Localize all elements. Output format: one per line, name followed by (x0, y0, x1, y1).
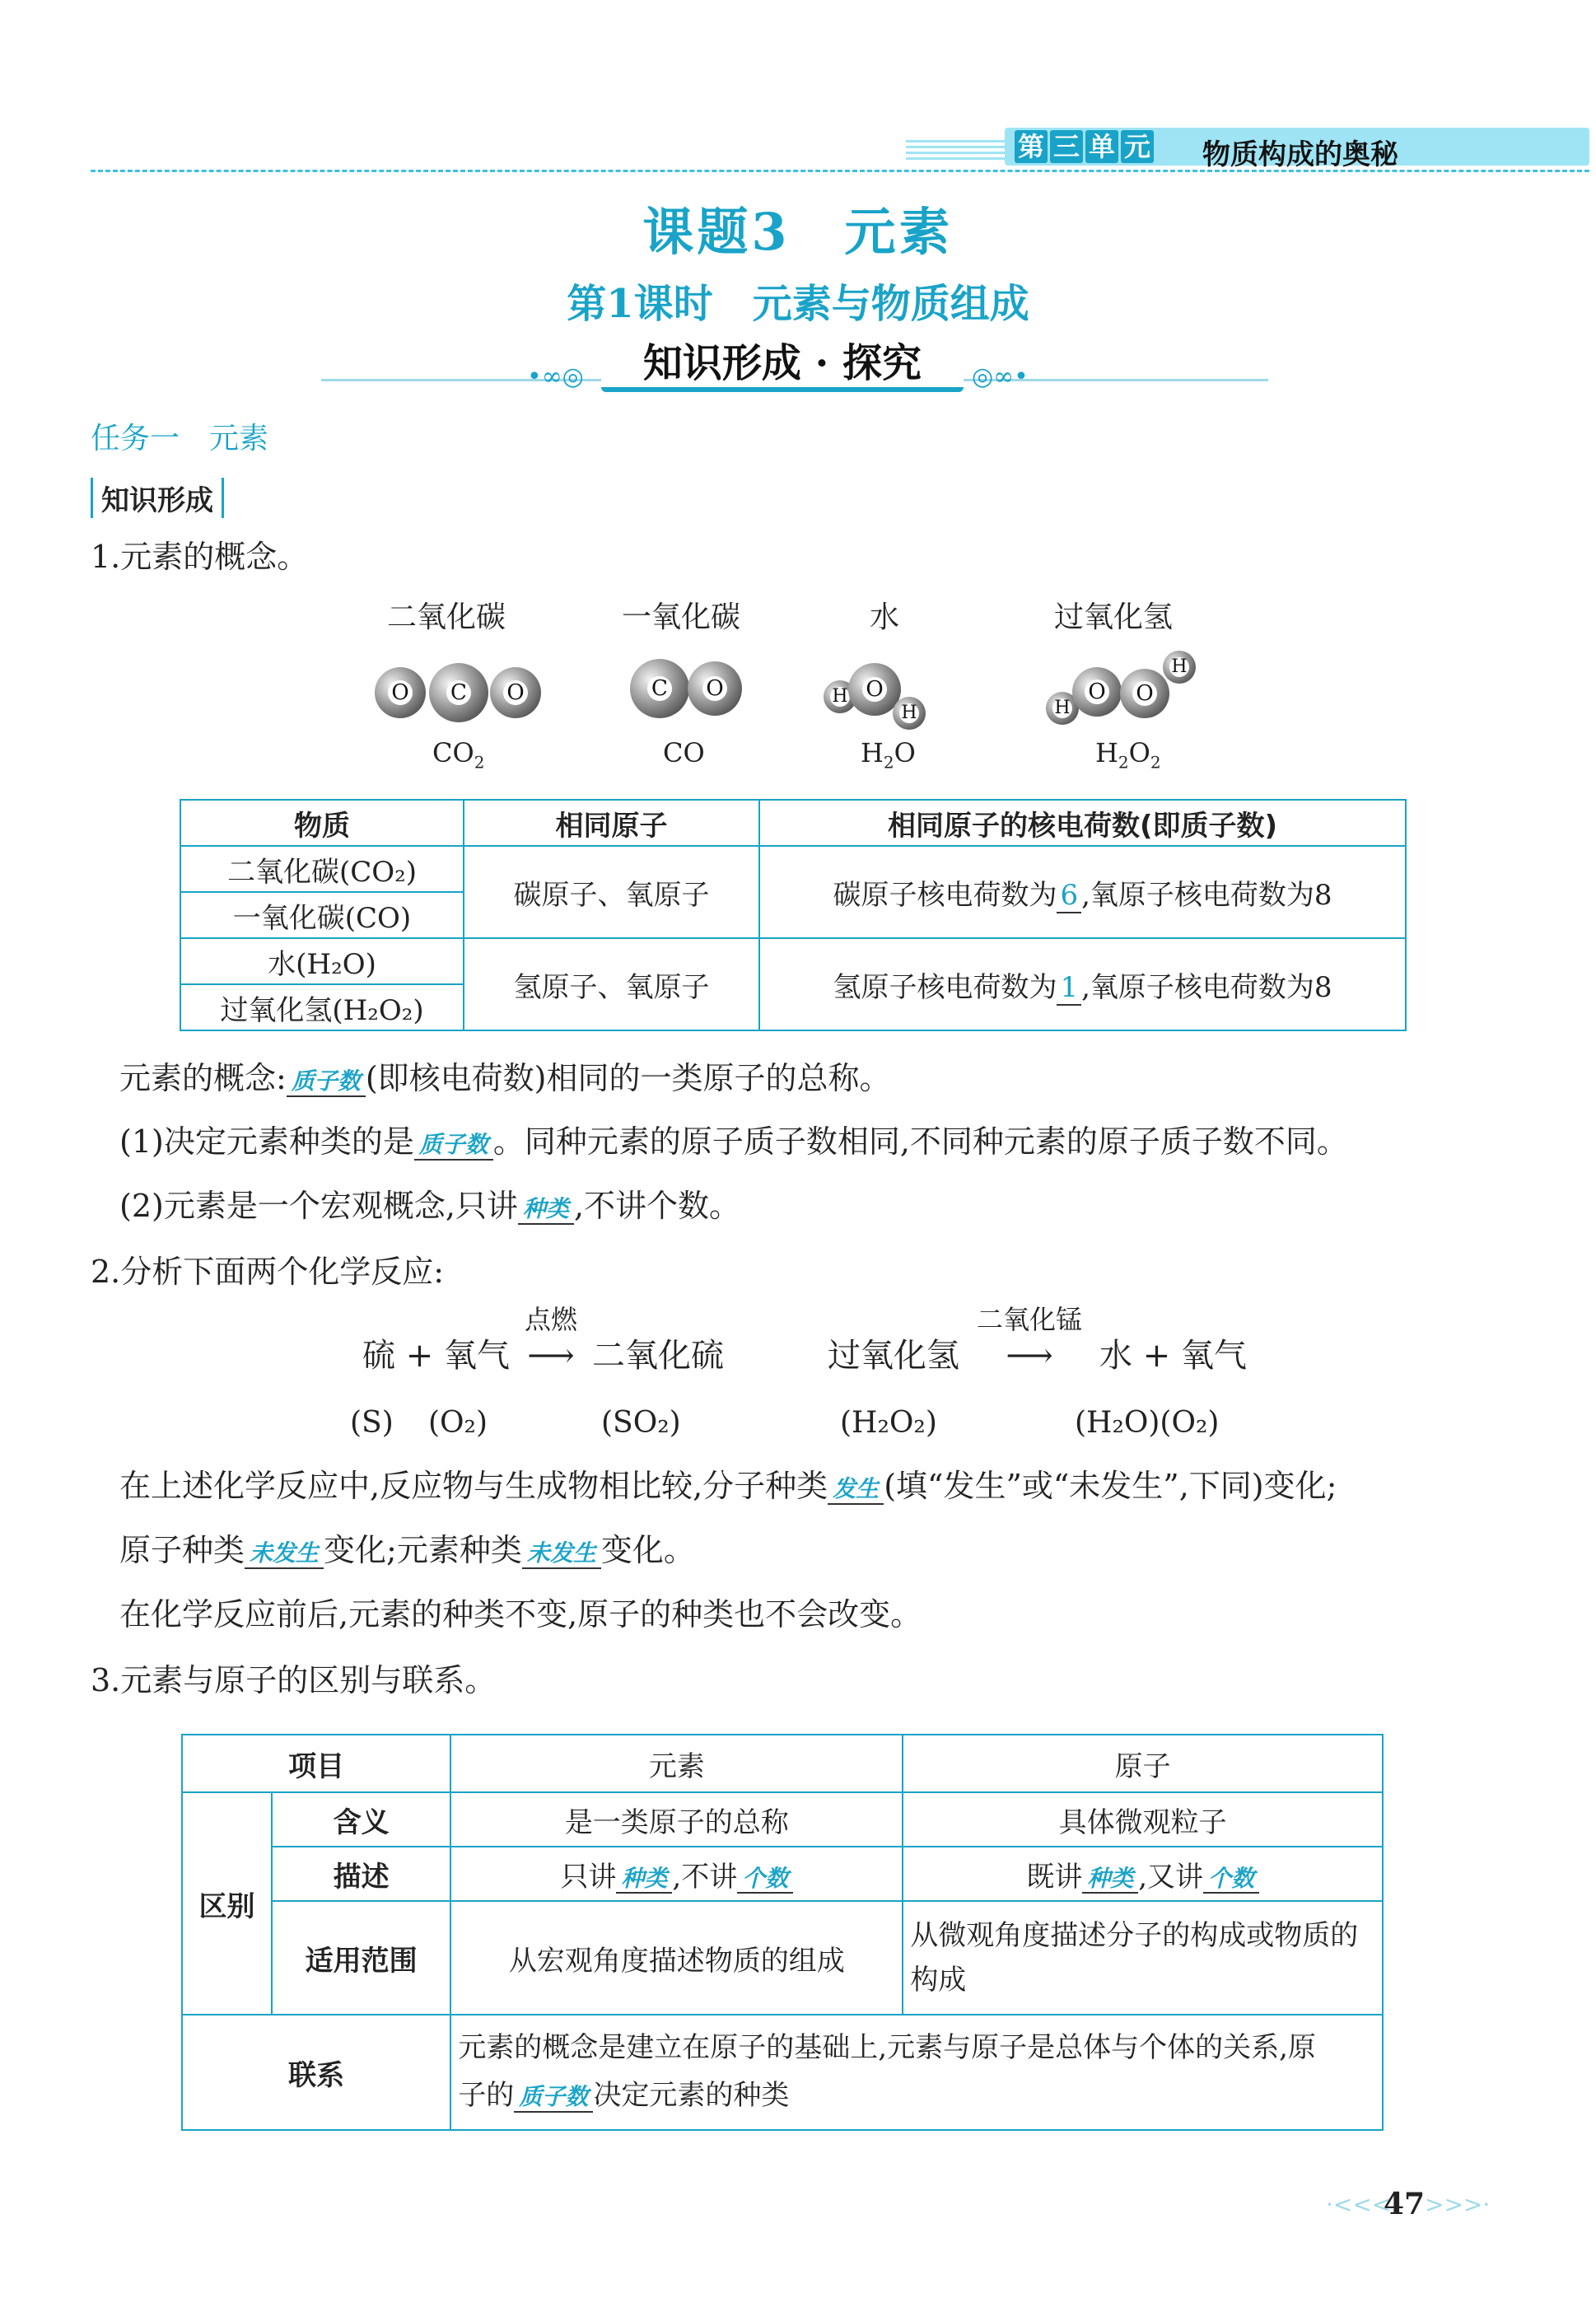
answer-blank: 发生 (828, 1475, 884, 1505)
molecule-name: 一氧化碳 (622, 600, 741, 634)
table-cell: 既讲 种类 ,又讲 个数 (903, 1847, 1383, 1901)
element-atom-table (181, 1734, 1384, 2131)
formula-h2o: $H_2O$ (861, 737, 916, 773)
co-model-icon: C O (630, 659, 745, 721)
section-label: 知识形成 (91, 478, 224, 518)
section-banner: 知识形成 · 探究 (601, 339, 964, 392)
answer-blank: 1 (1057, 971, 1081, 1006)
table-cell: 元素的概念是建立在原子的基础上,元素与原子是总体与个体的关系,原 子的 质子数 决定元素的种类 (450, 2015, 1383, 2130)
point-2: (2)元素是一个宏观概念,只讲 种类 ,不讲个数。 (119, 1188, 741, 1224)
unit-char: 单 (1085, 130, 1118, 163)
formula-h2o2: $H_2O_2$ (1095, 737, 1161, 773)
answer-blank: 6 (1057, 879, 1081, 913)
swirl-left-icon: •∞◎ (527, 362, 584, 391)
analysis-line-2: 原子种类 未发生 变化;元素种类 未发生 变化。 (119, 1532, 695, 1568)
atoms-table (180, 799, 1407, 1031)
molecule-name: 过氧化氢 (1054, 600, 1174, 634)
molecule-name: 二氧化碳 (387, 600, 506, 634)
swirl-right-icon: ◎∞• (972, 362, 1029, 391)
formula-co: CO (663, 737, 705, 768)
table-cell: 二氧化碳(CO₂) (180, 846, 464, 892)
table-cell: 从微观角度描述分子的构成或物质的 构成 (903, 1901, 1383, 2015)
page-number: 47 (1384, 2187, 1426, 2221)
item-1: 1.元素的概念。 (91, 539, 309, 575)
task-heading: 任务一 元素 (91, 422, 269, 455)
formula-so2: (SO₂) (601, 1406, 681, 1440)
table-header: 项目 (182, 1735, 450, 1792)
answer-blank: 种类 (518, 1195, 574, 1225)
table-cell: 从宏观角度描述物质的组成 (450, 1901, 903, 2015)
formula-products: (H₂O)(O₂) (1075, 1406, 1220, 1440)
table-cell: 是一类原子的总称 (450, 1792, 903, 1847)
row-label: 联系 (182, 2015, 450, 2130)
formula-co2: $CO_2$ (432, 737, 485, 773)
h2o2-model-icon: H O O H (1046, 651, 1211, 733)
unit-char: 第 (1015, 130, 1048, 163)
table-cell: 碳原子核电荷数为 6 ,氧原子核电荷数为8 (759, 846, 1406, 938)
answer-blank: 未发生 (522, 1539, 601, 1569)
answer-blank: 未发生 (245, 1539, 324, 1569)
table-cell: 氢原子、氧原子 (464, 938, 759, 1030)
table-cell: 只讲 种类 ,不讲 个数 (450, 1847, 903, 1901)
co2-model-icon: O C O (375, 663, 539, 721)
unit-title: 物质构成的奥秘 (1202, 138, 1398, 171)
table-cell: 过氧化氢(H₂O₂) (180, 984, 464, 1030)
header-decoration (906, 140, 1005, 163)
analysis-line-3: 在化学反应前后,元素的种类不变,原子的种类也不会改变。 (119, 1596, 922, 1632)
point-1: (1)决定元素种类的是 质子数 。同种元素的原子质子数相同,不同种元素的原子质子数不同。 (119, 1123, 1348, 1160)
table-cell: 具体微观粒子 (903, 1792, 1383, 1847)
reaction-condition: 点燃 (524, 1304, 577, 1335)
answer-blank: 个数 (1203, 1865, 1259, 1894)
concept-line: 元素的概念: 质子数 (即核电荷数)相同的一类原子的总称。 (119, 1060, 891, 1096)
molecule-name: 水 (870, 600, 900, 634)
table-cell: 碳原子、氧原子 (464, 846, 759, 938)
answer-blank: 种类 (1082, 1865, 1138, 1894)
formula-h2o2-r: (H₂O₂) (840, 1406, 937, 1440)
item-3: 3.元素与原子的区别与联系。 (91, 1662, 497, 1698)
answer-blank: 质子数 (414, 1131, 493, 1161)
reaction-2: 过氧化氢 二氧化锰 ⟶ 水 + 氧气 (828, 1304, 1247, 1375)
table-header: 相同原子 (464, 800, 759, 846)
header-divider (91, 170, 1589, 172)
lesson-title: 课题3 元素 (642, 202, 954, 262)
table-cell: 一氧化碳(CO) (180, 892, 464, 938)
reaction-condition: 二氧化锰 (976, 1304, 1082, 1335)
table-cell: 水(H₂O) (180, 938, 464, 984)
h2o-model-icon: H O H (824, 659, 939, 733)
unit-char: 元 (1121, 130, 1154, 163)
table-header: 元素 (450, 1735, 903, 1792)
formula-s: (S) (350, 1406, 394, 1440)
row-label: 适用范围 (272, 1901, 450, 2015)
item-2: 2.分析下面两个化学反应: (91, 1254, 445, 1290)
answer-blank: 种类 (616, 1865, 672, 1894)
table-header: 物质 (180, 800, 464, 846)
table-header: 相同原子的核电荷数(即质子数) (759, 800, 1406, 846)
table-group-label: 区别 (182, 1792, 272, 2015)
page-number-decoration-left: ·<<< (1326, 2191, 1392, 2218)
unit-char: 三 (1050, 130, 1083, 163)
table-header: 原子 (903, 1735, 1383, 1792)
reaction-1: 硫 + 氧气 点燃 ⟶ 二氧化硫 (362, 1304, 724, 1375)
lesson-subtitle: 第1课时 元素与物质组成 (567, 281, 1029, 327)
formula-o2: (O₂) (428, 1406, 488, 1440)
answer-blank: 个数 (737, 1865, 793, 1894)
row-label: 含义 (272, 1792, 450, 1847)
page-number-decoration-right: >>>· (1425, 2191, 1491, 2218)
answer-blank: 质子数 (287, 1067, 366, 1097)
answer-blank: 质子数 (514, 2083, 593, 2113)
analysis-line-1: 在上述化学反应中,反应物与生成物相比较,分子种类 发生 (填“发生”或“未发生”,下同)变化; (119, 1468, 1337, 1504)
table-cell: 氢原子核电荷数为 1 ,氧原子核电荷数为8 (759, 938, 1406, 1030)
row-label: 描述 (272, 1847, 450, 1901)
unit-label (1015, 130, 1156, 163)
